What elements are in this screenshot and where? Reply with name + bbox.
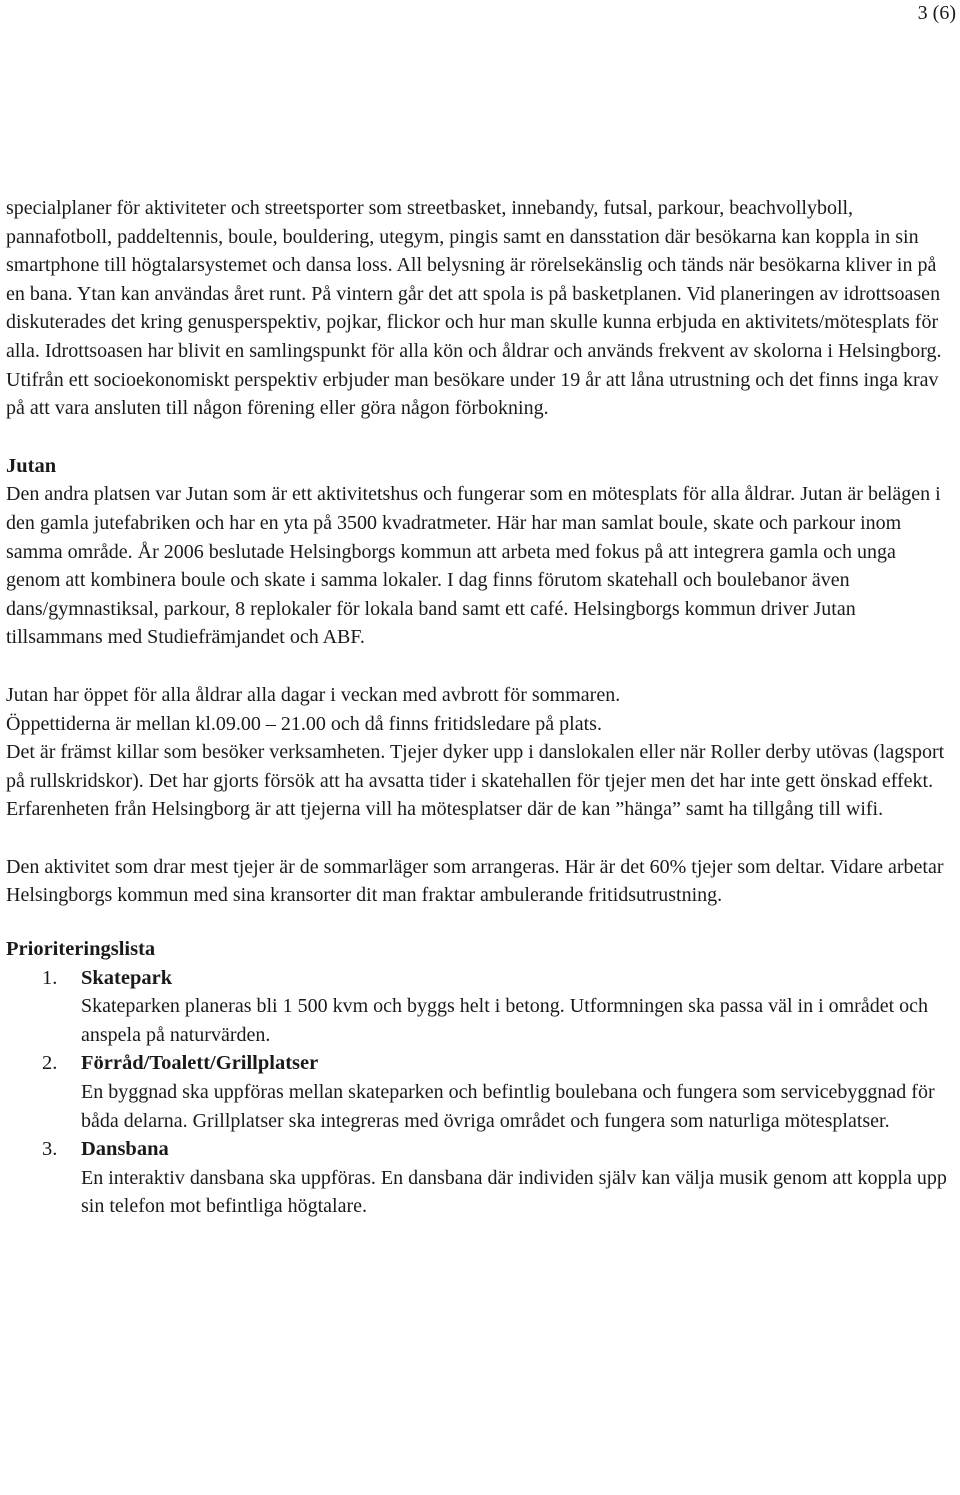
jutan-paragraph-2: Det är främst killar som besöker verksamheten. Tjejer dyker upp i danslokalen eller när Roller derby utövas (lagsport på rullskridskor). Det har gjorts försök att ha avsatta tider i skatehallen för tjejer men det har inte gett önskad effekt. Erfarenheten från Helsingborg är att tjejerna vill ha mötesplatser där de kan ”hänga” samt ha tillgång till wifi. bbox=[6, 741, 945, 821]
page-number: 3 (6) bbox=[917, 2, 956, 24]
priority-item-title: Skatepark bbox=[81, 966, 173, 989]
list-number: 1. bbox=[42, 966, 58, 989]
list-number: 3. bbox=[42, 1138, 58, 1161]
list-number: 2. bbox=[42, 1052, 58, 1075]
spacer bbox=[6, 423, 954, 452]
priority-item-description: Skateparken planeras bli 1 500 kvm och byggs helt i betong. Utformningen ska passa väl in i området och anspela på naturvärden. bbox=[81, 995, 929, 1046]
section-heading-jutan: Jutan bbox=[6, 454, 57, 477]
spacer bbox=[6, 824, 954, 853]
priority-item-title: Förråd/Toalett/Grillplatser bbox=[81, 1052, 319, 1075]
document-body bbox=[6, 194, 954, 1221]
intro-paragraph: specialplaner för aktiviteter och streetsporter som streetbasket, innebandy, futsal, parkour, beachvollyboll, pannafotboll, paddeltennis, boule, bouldering, utegym, pingis samt en dansstation där besökarna kan koppla in sin smartphone till högtalarsystemet och dansa loss. All belysning är rörelsekänslig och tänds när besökarna kliver in på en bana. Ytan kan användas året runt. På vintern går det att spola is på basketplanen. Vid planeringen av idrottsoasen diskuterades det kring genusperspektiv, pojkar, flickor och hur man skulle kunna erbjuda en aktivitets/mötesplats för alla. Idrottsoasen har blivit en samlingspunkt för alla kön och åldrar och används frekvent av skolorna i Helsingborg. Utifrån ett socioekonomiskt perspektiv erbjuder man besökare under 19 år att låna utrustning och det finns inga krav på att vara ansluten till någon förening eller göra någon förbokning. bbox=[6, 197, 942, 420]
priority-item-title: Dansbana bbox=[81, 1138, 169, 1161]
jutan-hours-line: Öppettiderna är mellan kl.09.00 – 21.00 och då finns fritidsledare på plats. bbox=[6, 712, 602, 735]
priority-item-description: En byggnad ska uppföras mellan skateparken och befintlig boulebana och fungera som servicebyggnad för båda delarna. Grillplatser ska integreras med övriga området och fungera som naturliga mötesplatser. bbox=[81, 1081, 935, 1132]
jutan-opening-line: Jutan har öppet för alla åldrar alla dagar i veckan med avbrott för sommaren. bbox=[6, 683, 621, 706]
spacer bbox=[6, 652, 954, 681]
jutan-paragraph-1: Den andra platsen var Jutan som är ett aktivitetshus och fungerar som en mötesplats för alla åldrar. Jutan är belägen i den gamla jutefabriken och har en yta på 3500 kvadratmeter. Här har man samlat boule, skate och parkour inom samma område. År 2006 beslutade Helsingborgs kommun att arbeta med fokus på att integrera gamla och unga genom att kombinera boule och skate i samma lokaler. I dag finns förutom skatehall och boulebanor även dans/gymnastiksal, parkour, 8 replokaler för lokala band samt ett café. Helsingborgs kommun driver Jutan tillsammans med Studiefrämjandet och ABF. bbox=[6, 483, 941, 649]
spacer bbox=[6, 910, 954, 935]
priority-item bbox=[6, 964, 954, 1050]
jutan-paragraph-3: Den aktivitet som drar mest tjejer är de sommarläger som arrangeras. Här är det 60% tjejer som deltar. Vidare arbetar Helsingborgs kommun med sina kransorter dit man fraktar ambulerande fritidsutrustning. bbox=[6, 855, 944, 907]
priority-item bbox=[6, 1135, 954, 1221]
priority-item bbox=[6, 1049, 954, 1135]
priority-list bbox=[6, 964, 954, 1221]
priority-item-description: En interaktiv dansbana ska uppföras. En dansbana där individen själv kan välja musik genom att koppla upp sin telefon mot befintliga högtalare. bbox=[81, 1166, 947, 1218]
section-heading-priority: Prioriteringslista bbox=[6, 938, 156, 961]
